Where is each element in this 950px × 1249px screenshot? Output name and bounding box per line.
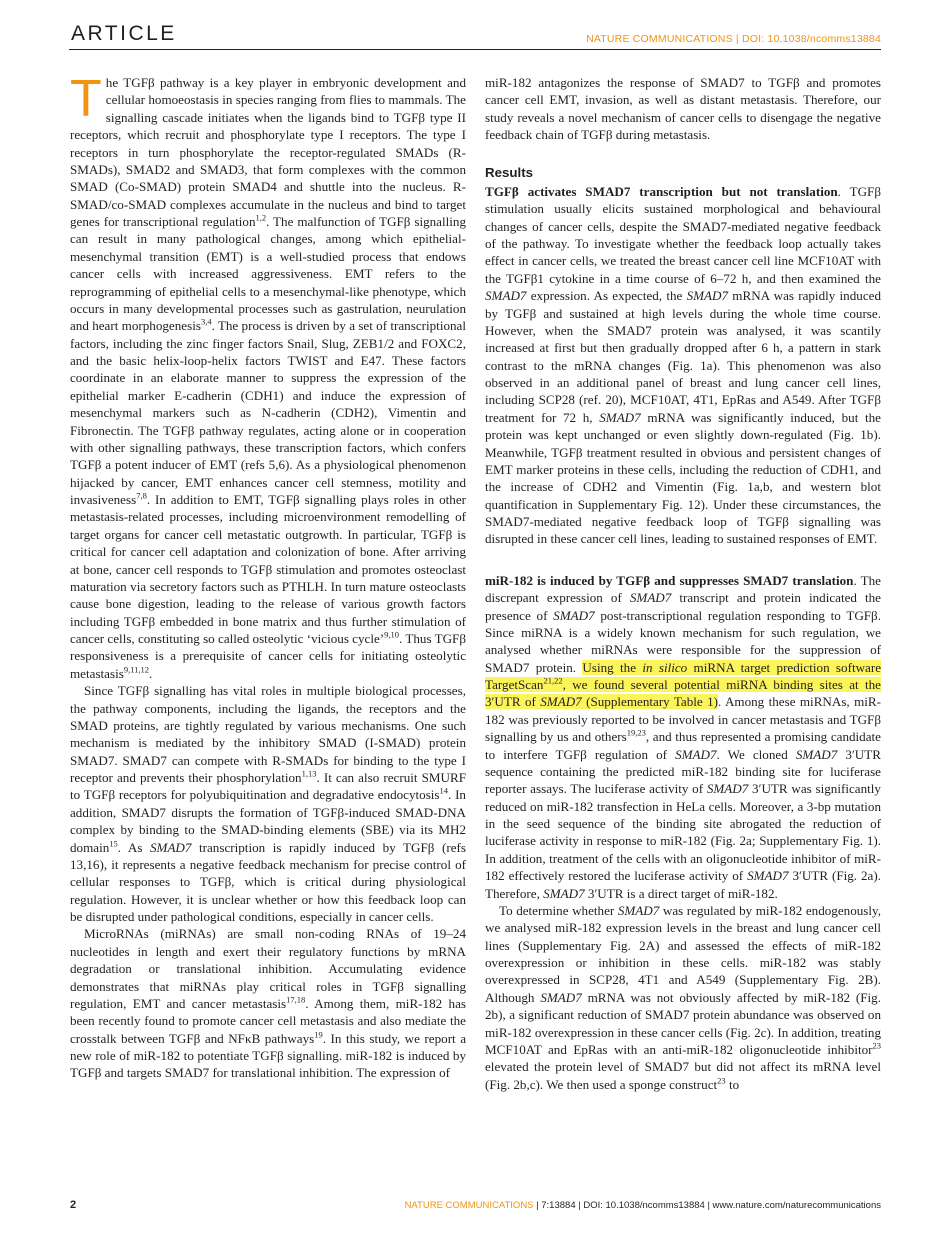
citation[interactable]: 3,4 xyxy=(200,316,212,327)
citation[interactable]: 9,11,12 xyxy=(123,664,150,675)
citation[interactable]: 14 xyxy=(439,786,449,797)
subsection-title: miR-182 is induced by TGFβ and suppresses SMAD7 translation xyxy=(485,572,854,588)
citation[interactable]: 1,2 xyxy=(255,212,267,223)
citation[interactable]: 17,18 xyxy=(286,994,306,1005)
intro-paragraph: The TGFβ pathway is a key player in embryonic development and cellular homoeostasis in species ranging from flies to mammals. The signalling cascade initiates when the ligands bind to TGFβ type II receptors, which recruit and phosphorylate type I receptors. The type I receptors in turn phosphorylate the receptor-regulated SMADs (R-SMADs), SMAD2 and SMAD3, that form complexes with the common SMAD (Co-SMAD) protein SMAD4 and shuttle into the nucleus. R-SMAD/co-SMAD complexes accumulate in the nucleus and bind to target genes for transcriptional regulation$^{1,2}$. The malfunction of TGFβ signalling can result in many pathological changes, among which epithelial-mesenchymal transition (EMT) is a well-studied process that endows cancer cells with increased aggressiveness. EMT refers to the reprogramming of epithelial cells to a mesenchymal-like phenotype, which occurs in many developmental processes such as gastrulation, neurulation and heart morphogenesis$^{3,4}$. The process is driven by a set of transcriptional factors, including the zinc finger factors Snail, Slug, ZEB1/2 and FOXC2, and the basic helix-loop-helix factors TWIST and E47. These factors coordinate in an elaborate manner to suppress the expression of the epithelial marker E-cadherin (CDH1) and induce the expression of mesenchymal markers such as N-cadherin (CDH2), Vimentin and Fibronectin. The TGFβ pathway regulates, acting alone or in cooperation with other signalling pathways, these transcription factors, which confers TGFβ a potent inducer of EMT (refs 5,6). As a physiological phenomenon hijacked by cancer, EMT enhances cancer cell stemness, motility and invasiveness$^{7,8}$. In addition to EMT, TGFβ signalling plays roles in other metastasis-related processes, including microenvironment remodelling of target organs for cancer cell metastatic outgrowth. In particular, TGFβ is critical for cancer cell adaptation and colonization of bone. After arriving at bone, cancer cell responds to TGFβ stimulation and promotes osteoclast maturation via secretory factors such as PTHLH. In turn mature osteoclasts cause bone digestion, leading to the release of various growth factors including TGFβ embedded in bone matrix and thus further stimulation of cancer cells, constituting so called osteolytic ‘vicious cycle’$^{9,10}$. Thus TGFβ responsiveness is a prerequisite of cancer cells for initiating osteolytic metastasis$^{9,11,12}$. xyxy=(70,70,466,681)
citation[interactable]: 19,23 xyxy=(626,727,646,738)
citation[interactable]: 23 xyxy=(872,1040,881,1051)
footer-info-text[interactable]: | 7:13884 | DOI: 10.1038/ncomms13884 | www.nature.com/naturecommunications xyxy=(533,1200,881,1211)
citation: 21,22 xyxy=(543,675,563,686)
footer-citation xyxy=(405,1200,881,1211)
citation[interactable]: 9,10 xyxy=(384,629,400,640)
article-label: ARTICLE xyxy=(71,22,177,45)
left-column xyxy=(70,70,466,1082)
intro-continuation-paragraph: miR-182 antagonizes the response of SMAD7 to TGFβ and promotes cancer cell EMT, invasion, as well as distant metastasis. Therefore, our study reveals a novel mechanism of cancer cells to disengage the negative feedback chain of TGFβ during metastasis. xyxy=(485,75,881,143)
subsection-title: TGFβ activates SMAD7 transcription but not translation xyxy=(485,183,838,199)
citation[interactable]: 15 xyxy=(109,838,118,849)
citation[interactable]: 1,13 xyxy=(301,768,317,779)
highlighted-text[interactable]: Using the in silico miRNA target prediction software TargetScan$^{21,22}$, we found several potential miRNA binding sites at the 3′UTR of SMAD7 (Supplementary Table 1) xyxy=(485,659,882,710)
mirna-paragraph: MicroRNAs (miRNAs) are small non-coding RNAs of 19–24 nucleotides in length and exert their regulatory functions by mRNA degradation or translational inhibition. Accumulating evidence demonstrates that miRNAs play critical roles in TGFβ signalling regulation, EMT and cancer metastasis$^{17,18}$. Among them, miR-182 has been recently found to promote cancer cell metastasis and also mediate the crosstalk between TGFβ and NFκB pathways$^{19}$. In this study, we report a new role of miR-182 to potentiate TGFβ signalling. miR-182 is induced by TGFβ and targets SMAD7 for translational inhibition. The expression of xyxy=(70,926,466,1081)
results-heading: Results xyxy=(485,164,534,180)
page-number: 2 xyxy=(70,1199,77,1211)
results-paragraph-2: miR-182 is induced by TGFβ and suppresses SMAD7 translation. The discrepant expression of SMAD7 transcript and protein indicated the presence of SMAD7 post-transcriptional regulation responding to TGFβ. Since miRNA is a widely known mechanism for such regulation, we analysed whether miRNAs were responsible for the suppression of SMAD7 protein. Using the in silico miRNA target prediction software TargetScan$^{21,22}$, we found several potential miRNA binding sites at the 3′UTR of SMAD7 (Supplementary Table 1). Among these miRNAs, miR-182 was previously reported to be involved in cancer metastasis and TGFβ signalling by us and others$^{19,23}$, and thus represented a promising candidate to interfere TGFβ regulation of SMAD7. We cloned SMAD7 3′UTR sequence containing the predicted miR-182 binding site for luciferase reporter assays. The luciferase activity of SMAD7 3′UTR was significantly reduced on miR-182 transfection in HeLa cells. Moreover, a 3-bp mutation in the seed sequence of the binding site abrogated the reduction of luciferase activity in response to miR-182 (Fig. 2a; Supplementary Fig. 1). In addition, treatment of the cells with an oligonucleotide inhibitor of miR-182 effectively restored the luciferase activity of SMAD7 3′UTR (Fig. 2a). Therefore, SMAD7 3′UTR is a direct target of miR-182. xyxy=(485,572,882,901)
right-column xyxy=(485,74,881,1093)
header-divider xyxy=(69,49,881,50)
smad7-paragraph: Since TGFβ signalling has vital roles in multiple biological processes, the pathway components, including the ligands, the receptors and the SMAD proteins, are tightly regulated by various mechanisms. One such mechanism is mediated by the inhibitory SMAD (I-SMAD) protein SMAD7. SMAD7 can compete with R-SMADs for binding to the type I receptor and prevents their phosphorylation$^{1,13}$. It can also recruit SMURF to TGFβ receptors for polyubiquitination and degradative endocytosis$^{14}$. In addition, SMAD7 disrupts the formation of TGFβ-induced SMAD-DNA complex by binding to the SMAD-binding elements (SBE) via its MH2 domain$^{15}$. As SMAD7 transcription is rapidly induced by TGFβ (refs 13,16), it represents a negative feedback mechanism for precise control of cellular responses to TGFβ, which is critical during physiological regulation. However, it is unclear whether or how this feedback loop can be disrupted under pathological conditions, especially in cancer cells. xyxy=(70,683,466,924)
citation[interactable]: 23 xyxy=(717,1075,726,1086)
results-paragraph-3: To determine whether SMAD7 was regulated by miR-182 endogenously, we analysed miR-182 expression levels in the breast and lung cancer cell lines (Supplementary Fig. 2A) and assessed the effects of miR-182 overexpression or inhibition in these cells. miR-182 was stably overexpressed in SCP28, 4T1 and A549 (Supplementary Fig. 2B). Although SMAD7 mRNA was not obviously affected by miR-182 (Fig. 2b), a significant reduction of SMAD7 protein abundance was observed on miR-182 overexpression in these cancer cells (Fig. 2c). In addition, treating MCF10AT and EpRas with an anti-miR-182 oligonucleotide inhibitor$^{23}$ elevated the protein level of SMAD7 but did not affect its mRNA level (Fig. 2b,c). We then used a sponge construct$^{23}$ to xyxy=(485,902,881,1092)
footer-journal: NATURE COMMUNICATIONS xyxy=(404,1200,534,1211)
results-paragraph-1: TGFβ activates SMAD7 transcription but not translation. TGFβ stimulation usually elicits sustained morphological and behavioural changes of cancer cells, despite the SMAD7-mediated negative feedback of the pathway. To investigate whether the feedback loop actually takes effect in cancer cells, we treated the breast cancer cell line MCF10AT with the TGFβ1 cytokine in a time course of 6–72 h, and then examined the SMAD7 expression. As expected, the SMAD7 mRNA was rapidly induced by TGFβ and sustained at high levels during the whole time course. However, when the SMAD7 protein was analysed, it was scantily increased at first but then gradually dropped after 6 h, a pattern in stark contrast to the mRNA changes (Fig. 1a). This phenomenon was also observed in an additional panel of breast and lung cancer cell lines, including SCP28 (ref. 20), MCF10AT, 4T1, EpRas and A549. After TGFβ treatment for 72 h, SMAD7 mRNA was significantly induced, but the protein was kept unchanged or even slightly down-regulated (Fig. 1b). Meanwhile, TGFβ treatment resulted in obvious and persistent changes of EMT marker proteins in these cells, including the reduction of CDH1, and the increase of CDH2 and Vimentin (Fig. 1a,b, and western blot quantification in Supplementary Fig. 12). Under these circumstances, the SMAD7-mediated negative feedback loop of TGFβ signalling was disrupted in these cancer cell lines, leading to sustained responses of EMT. xyxy=(485,183,881,547)
citation[interactable]: 7,8 xyxy=(136,490,147,501)
drop-cap: T xyxy=(70,70,102,128)
citation[interactable]: 19 xyxy=(314,1029,323,1040)
journal-doi-header[interactable]: NATURE COMMUNICATIONS | DOI: 10.1038/ncomms13884 xyxy=(586,33,881,45)
